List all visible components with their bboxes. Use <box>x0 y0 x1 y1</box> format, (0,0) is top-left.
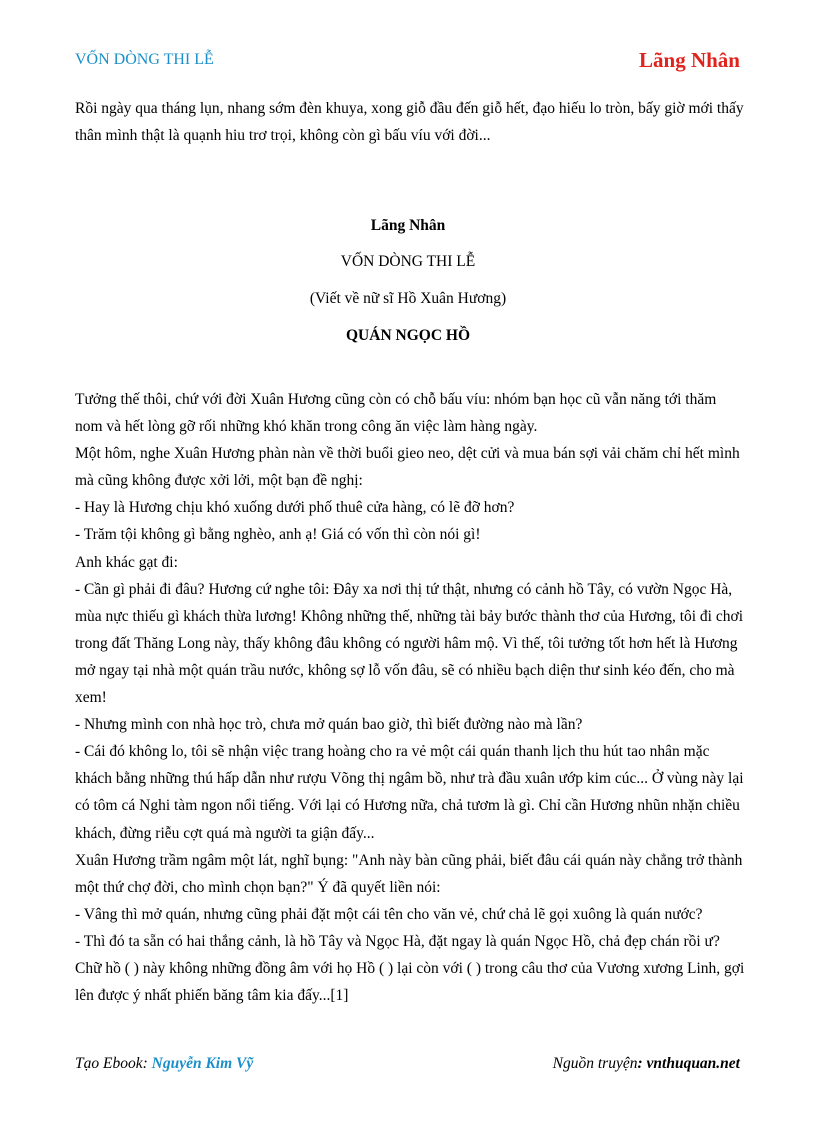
header-author: Lãng Nhân <box>639 48 740 72</box>
story-body <box>75 386 745 1009</box>
footer-source-credit: Nguồn truyện: vnthuquan.net <box>552 1055 740 1072</box>
paragraph: Tưởng thế thôi, chứ với đời Xuân Hương cũng còn có chỗ bấu víu: nhóm bạn học cũ vẫn năng tới thăm nom và hết lòng gỡ rối những khó khăn trong công ăn việc làm hàng ngày. <box>75 391 717 436</box>
paragraph: - Cái đó không lo, tôi sẽ nhận việc trang hoàng cho ra vẻ một cái quán thanh lịch thu hút tao nhân mặc khách bằng những thú hấp dẫn như rượu Võng thị ngâm bồ, như trà đầu xuân ướp kim cúc... Ở vùng này lại có tôm cá Nghi tàm ngon nổi tiếng. Với lại có Hương nữa, chả tươm là gì. Chỉ cần Hương nhũn nhặn chiều khách, đừng riễu cợt quá mà người ta giận đấy... <box>75 743 744 842</box>
paragraph: - Vâng thì mở quán, nhưng cũng phải đặt một cái tên cho văn vẻ, chứ chả lẽ gọi xuông là quán nước? <box>75 905 703 923</box>
chapter-book-title: VỐN DÒNG THI LỄ <box>340 253 476 270</box>
footer-source-site: vnthuquan.net <box>646 1055 740 1072</box>
paragraph: Một hôm, nghe Xuân Hương phàn nàn về thời buổi gieo neo, dệt cửi và mua bán sợi vải chăm chỉ hết mình mà cũng không được xởi lởi, một bạn đề nghị: <box>75 445 740 490</box>
footer-ebook-label: Tạo Ebook <box>75 1055 143 1072</box>
paragraph: - Trăm tội không gì bằng nghèo, anh ạ! Giá có vốn thì còn nói gì! <box>75 526 481 544</box>
footer-source-label: Nguồn truyện <box>552 1055 638 1072</box>
header-book-title: VỐN DÒNG THI LỄ <box>75 51 214 68</box>
footer-ebook-author: Nguyễn Kim Vỹ <box>151 1055 254 1072</box>
intro-paragraph: Rồi ngày qua tháng lụn, nhang sớm đèn khuya, xong giỗ đầu đến giỗ hết, đạo hiếu lo tròn, bấy giờ mới thấy thân mình thật là quạnh hiu trơ trọi, không còn gì bấu víu với đời... <box>75 100 744 144</box>
paragraph: Anh khác gạt đi: <box>75 553 178 571</box>
footer-ebook-credit: Tạo Ebook: Nguyễn Kim Vỹ <box>75 1055 254 1072</box>
paragraph: Xuân Hương trầm ngâm một lát, nghĩ bụng: "Anh này bàn cũng phải, biết đâu cái quán này chẳng trở thành một thứ chợ đời, cho mình chọn bạn?" Ý đã quyết liền nói: <box>75 851 743 896</box>
chapter-heading: QUÁN NGỌC HỒ <box>346 327 470 344</box>
paragraph: - Thì đó ta sẵn có hai thắng cảnh, là hồ Tây và Ngọc Hà, đặt ngay là quán Ngọc Hồ, chả đẹp chán rồi ư? Chữ hồ ( ) này không những đồng âm với họ Hồ ( ) lại còn với ( ) trong câu thơ của Vương xương Linh, gợi lên được ý nhất phiến băng tâm kia đấy...[1] <box>75 932 745 1005</box>
paragraph: - Hay là Hương chịu khó xuống dưới phố thuê cửa hàng, có lẽ đỡ hơn? <box>75 499 515 517</box>
paragraph: - Nhưng mình con nhà học trò, chưa mở quán bao giờ, thì biết đường nào mà lần? <box>75 716 583 734</box>
chapter-author: Lãng Nhân <box>370 217 446 234</box>
chapter-subtitle: (Viết về nữ sĩ Hồ Xuân Hương) <box>309 290 507 307</box>
paragraph: - Cần gì phải đi đâu? Hương cứ nghe tôi: Đây xa nơi thị tứ thật, nhưng có cảnh hồ Tây, có vườn Ngọc Hà, mùa nực thiếu gì khách thừa lương! Không những thế, những tài bảy bước thành thơ của Hương, tôi đi chơi trong đất Thăng Long này, thấy không đâu không có người hâm mộ. Vì thế, tôi tưởng tốt hơn hết là Hương mở ngay tại nhà một quán trầu nước, không sợ lỗ vốn đâu, sẽ có nhiều bạch diện thư sinh kéo đến, cho mà xem! <box>75 580 743 707</box>
